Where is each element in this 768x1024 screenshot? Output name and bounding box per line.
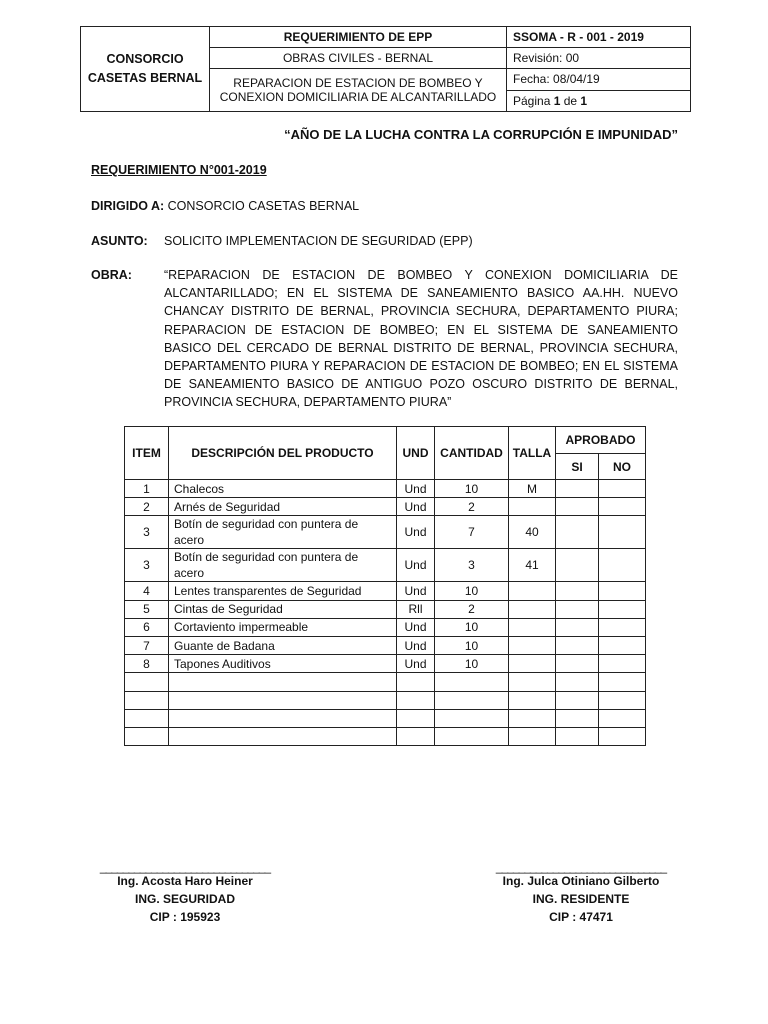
header-item: ITEM [125,427,169,480]
header-approved: APROBADO [556,427,646,454]
cell-size [509,636,556,654]
cell-approved-yes [556,691,599,709]
signature-resident [489,862,673,926]
cell-approved-no [599,618,646,636]
items-body [125,480,646,746]
cell-approved-no [599,636,646,654]
document-code: SSOMA - R - 001 - 2019 [507,27,691,48]
cell-size [509,498,556,516]
table-row [125,673,646,691]
cell-size: 40 [509,516,556,549]
cell-item: 5 [125,600,169,618]
table-row [125,691,646,709]
cell-size [509,618,556,636]
cell-description: Lentes transparentes de Seguridad [169,582,397,600]
cell-approved-yes [556,480,599,498]
cell-item: 6 [125,618,169,636]
cell-approved-no [599,655,646,673]
header-no: NO [599,454,646,480]
cell-approved-yes [556,709,599,727]
project-name: REPARACION DE ESTACION DE BOMBEO Y CONEXION DOMICILIARIA DE ALCANTARILLADO [210,69,507,112]
cell-approved-yes [556,636,599,654]
work-label: OBRA: [91,268,132,282]
cell-unit: Und [397,655,435,673]
cell-approved-no [599,709,646,727]
signer-role: ING. SEGURIDAD [134,892,235,906]
table-row [125,655,646,673]
cell-item [125,727,169,745]
cell-unit [397,691,435,709]
cell-item: 2 [125,498,169,516]
cell-quantity: 10 [435,655,509,673]
document-header [80,26,691,112]
addressed-label: DIRIGIDO A: [91,199,165,213]
cell-description [169,691,397,709]
cell-description: Arnés de Seguridad [169,498,397,516]
cell-size [509,582,556,600]
header-yes: SI [556,454,599,480]
cell-unit: Und [397,636,435,654]
cell-quantity: 10 [435,636,509,654]
cell-quantity: 2 [435,600,509,618]
cell-size [509,673,556,691]
cell-quantity: 3 [435,549,509,582]
table-row [125,727,646,745]
subject-value: SOLICITO IMPLEMENTACION DE SEGURIDAD (EPP) [164,234,473,248]
cell-item [125,709,169,727]
cell-description: Cortaviento impermeable [169,618,397,636]
cell-quantity [435,727,509,745]
cell-item: 3 [125,549,169,582]
table-row [125,498,646,516]
cell-unit [397,709,435,727]
header-size: TALLA [509,427,556,480]
cell-unit: Und [397,549,435,582]
cell-size [509,600,556,618]
cell-unit: Und [397,516,435,549]
cell-approved-no [599,582,646,600]
signer-name: Ing. Acosta Haro Heiner [117,874,253,888]
table-row [125,709,646,727]
header-unit: UND [397,427,435,480]
table-row [125,549,646,582]
page-current: 1 [553,94,561,108]
cell-quantity: 10 [435,618,509,636]
subject-label: ASUNTO: [91,234,148,248]
date-label: Fecha: 08/04/19 [513,72,600,86]
table-row [125,600,646,618]
cell-unit: Und [397,582,435,600]
year-slogan: “AÑO DE LA LUCHA CONTRA LA CORRUPCIÓN E IMPUNIDAD” [284,127,678,142]
cell-description: Botín de seguridad con puntera de acero [169,549,397,582]
page-indicator: Página 1 de 1 [507,90,690,111]
document-title: REQUERIMIENTO DE EPP [210,27,507,48]
header-quantity: CANTIDAD [435,427,509,480]
signature-security [96,862,274,926]
cell-item: 1 [125,480,169,498]
cell-description: Chalecos [169,480,397,498]
cell-description [169,727,397,745]
cell-unit: Und [397,480,435,498]
cell-size: 41 [509,549,556,582]
document-subtitle: OBRAS CIVILES - BERNAL [210,48,507,69]
cell-unit [397,727,435,745]
cell-item: 4 [125,582,169,600]
cell-unit [397,673,435,691]
cell-approved-no [599,600,646,618]
signer-name: Ing. Julca Otiniano Gilberto [502,874,660,888]
cell-size [509,655,556,673]
cell-approved-no [599,516,646,549]
cell-description: Botín de seguridad con puntera de acero [169,516,397,549]
cell-approved-no [599,691,646,709]
cell-approved-yes [556,516,599,549]
cell-unit: Und [397,618,435,636]
cell-approved-yes [556,498,599,516]
epp-items-table [124,426,646,746]
cell-quantity: 10 [435,582,509,600]
cell-approved-yes [556,549,599,582]
cell-quantity: 7 [435,516,509,549]
cell-description: Cintas de Seguridad [169,600,397,618]
cell-approved-yes [556,582,599,600]
cell-item: 8 [125,655,169,673]
cell-size [509,709,556,727]
cell-approved-no [599,673,646,691]
cell-approved-yes [556,618,599,636]
signature-line: ______________________________ [495,860,667,874]
cell-approved-yes [556,727,599,745]
cell-size [509,727,556,745]
table-row [125,480,646,498]
signature-line: ______________________________ [99,860,271,874]
cell-approved-yes [556,600,599,618]
cell-quantity [435,691,509,709]
addressed-line-content [91,199,359,213]
table-row [125,636,646,654]
organization-name: CONSORCIO CASETAS BERNAL [81,27,210,112]
cell-description [169,673,397,691]
cell-item [125,673,169,691]
work-description: “REPARACION DE ESTACION DE BOMBEO Y CONEXION DOMICILIARIA DE ALCANTARILLADO; EN EL SISTEMA DE SANEAMIENTO BASICO AA.HH. NUEVO CHANCAY DISTRITO DE BERNAL, PROVINCIA SECHURA, DEPARTAMENTO PIURA; REPARACION DE ESTACION DE BOMBEO; EN EL SISTEMA DE SANEAMIENTO BASICO DEL CERCADO DE BERNAL DISTRITO DE BERNAL, PROVINCIA SECHURA, DEPARTAMENTO PIURA Y REPARACION DE ESTACION DE BOMBEO; EN EL SISTEMA DE SANEAMIENTO BASICO DE ANTIGUO POZO OSCURO DISTRITO DE BERNAL, PROVINCIA SECHURA, DEPARTAMENTO PIURA” [164,268,678,410]
cell-item [125,691,169,709]
table-row [125,516,646,549]
cell-description [169,709,397,727]
date-page-cell [507,69,691,112]
cell-quantity [435,673,509,691]
header-description: DESCRIPCIÓN DEL PRODUCTO [169,427,397,480]
requirement-number: REQUERIMIENTO N°001-2019 [91,163,267,177]
table-row [125,582,646,600]
cell-unit: Rll [397,600,435,618]
signer-cip: CIP : 47471 [549,910,613,924]
cell-item: 3 [125,516,169,549]
cell-approved-no [599,498,646,516]
cell-approved-no [599,549,646,582]
table-row [125,618,646,636]
cell-quantity: 10 [435,480,509,498]
cell-unit: Und [397,498,435,516]
revision-label: Revisión: 00 [507,48,691,69]
cell-quantity: 2 [435,498,509,516]
addressed-value: CONSORCIO CASETAS BERNAL [164,199,360,213]
cell-size: M [509,480,556,498]
cell-approved-no [599,727,646,745]
cell-approved-yes [556,655,599,673]
cell-size [509,691,556,709]
cell-description: Guante de Badana [169,636,397,654]
cell-description: Tapones Auditivos [169,655,397,673]
cell-item: 7 [125,636,169,654]
cell-approved-no [599,480,646,498]
signer-cip: CIP : 195923 [149,910,221,924]
signer-role: ING. RESIDENTE [532,892,630,906]
page-total: 1 [580,94,588,108]
cell-approved-yes [556,673,599,691]
cell-quantity [435,709,509,727]
